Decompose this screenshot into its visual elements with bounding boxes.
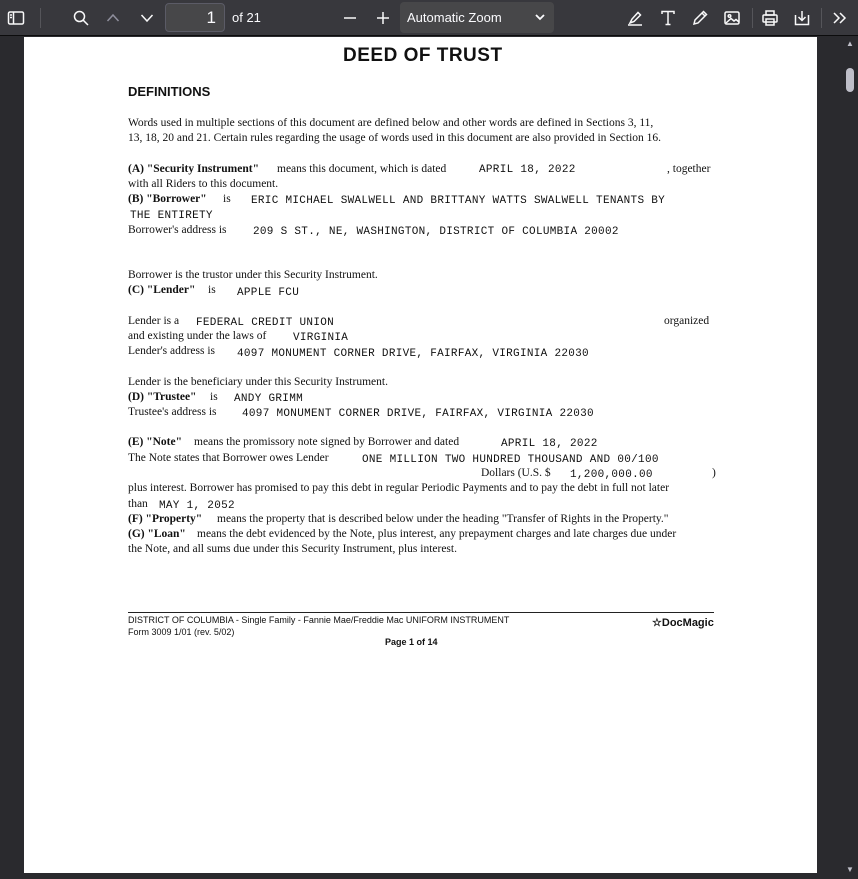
borrower-address: 209 S ST., NE, WASHINGTON, DISTRICT OF COLUMBIA 20002 — [253, 226, 619, 238]
definition-text: Borrower's address is — [128, 224, 227, 236]
definition-text: means the debt evidenced by the Note, plus interest, any prepayment charges and late charges due under — [197, 528, 677, 540]
plus-icon[interactable] — [369, 4, 397, 32]
toolbar-divider — [752, 8, 753, 28]
borrower-name: THE ENTIRETY — [130, 210, 213, 222]
footer-form-number: Form 3009 1/01 (rev. 5/02) — [128, 627, 235, 637]
definition-label: (B) "Borrower" — [128, 193, 207, 205]
definition-text: and existing under the laws of — [128, 330, 267, 342]
chevron-down-icon — [533, 10, 547, 27]
definition-text: , together — [667, 163, 711, 175]
definition-text: is — [210, 391, 218, 403]
zoom-select[interactable] — [400, 2, 554, 33]
definition-text: Lender is the beneficiary under this Security Instrument. — [128, 376, 388, 388]
definition-text: organized — [664, 315, 710, 327]
arrow-up-icon[interactable] — [99, 4, 127, 32]
page-footer-number: Page 1 of 14 — [385, 637, 438, 647]
definition-text: Borrower is the trustor under this Security Instrument. — [128, 269, 378, 281]
definition-text: with all Riders to this document. — [128, 178, 279, 190]
scroll-down-arrow-icon[interactable]: ▼ — [846, 865, 854, 874]
definition-text: Lender is a — [128, 315, 180, 327]
definition-text: The Note states that Borrower owes Lender — [128, 452, 329, 464]
definition-text: means this document, which is dated — [277, 163, 447, 175]
download-icon[interactable] — [788, 4, 816, 32]
definition-label: (A) "Security Instrument" — [128, 163, 259, 175]
maturity-date: MAY 1, 2052 — [159, 500, 235, 512]
lender-address: 4097 MONUMENT CORNER DRIVE, FAIRFAX, VIRGINIA 22030 — [237, 348, 589, 360]
intro-line: 13, 18, 20 and 21. Certain rules regarding the usage of words used in this document are also provided in Section 16. — [128, 132, 662, 144]
page-number-input[interactable] — [165, 3, 225, 32]
trustee-address: 4097 MONUMENT CORNER DRIVE, FAIRFAX, VIRGINIA 22030 — [242, 408, 594, 420]
text-icon[interactable] — [654, 4, 682, 32]
document-date: APRIL 18, 2022 — [479, 164, 576, 176]
star-icon: ☆ — [652, 617, 662, 629]
pen-icon[interactable] — [686, 4, 714, 32]
definition-text: Trustee's address is — [128, 406, 217, 418]
loan-amount-words: ONE MILLION TWO HUNDRED THOUSAND AND 00/100 — [362, 454, 659, 466]
lender-type: FEDERAL CREDIT UNION — [196, 317, 335, 329]
minus-icon[interactable] — [336, 4, 364, 32]
definition-text: ) — [712, 467, 716, 479]
trustee-name: ANDY GRIMM — [234, 393, 304, 405]
definition-text: than — [128, 498, 148, 510]
lender-name: APPLE FCU — [237, 287, 300, 299]
definition-label: (G) "Loan" — [128, 528, 186, 540]
loan-amount: 1,200,000.00 — [570, 469, 653, 481]
highlighter-icon[interactable] — [621, 4, 649, 32]
definition-label: (C) "Lender" — [128, 284, 196, 296]
definition-text: is — [223, 193, 231, 205]
borrower-name: ERIC MICHAEL SWALWELL AND BRITTANY WATTS SWALWELL TENANTS BY — [251, 195, 666, 207]
definition-text: Lender's address is — [128, 345, 216, 357]
document-viewer[interactable] — [0, 37, 842, 879]
footer-form-title: DISTRICT OF COLUMBIA - Single Family - Fannie Mae/Freddie Mac UNIFORM INSTRUMENT — [128, 615, 510, 625]
definition-label: (F) "Property" — [128, 513, 203, 525]
docmagic-logo — [652, 616, 714, 631]
definition-text: means the property that is described below under the heading "Transfer of Rights in the Property." — [217, 513, 669, 525]
definition-text: Dollars (U.S. $ — [481, 467, 551, 479]
toolbar-divider — [821, 8, 822, 28]
printer-icon[interactable] — [756, 4, 784, 32]
document-title: DEED OF TRUST — [343, 45, 503, 66]
zoom-select-value: Automatic Zoom — [407, 10, 502, 25]
note-date: APRIL 18, 2022 — [501, 438, 598, 450]
section-heading: DEFINITIONS — [128, 84, 211, 99]
definition-label: (D) "Trustee" — [128, 391, 197, 403]
intro-line: Words used in multiple sections of this document are defined below and other words are defined in Sections 3, 11, — [128, 117, 654, 129]
docmagic-brand: DocMagic — [661, 617, 714, 629]
scroll-up-arrow-icon[interactable]: ▲ — [846, 39, 854, 48]
vertical-scrollbar[interactable] — [842, 37, 858, 879]
definition-label: (E) "Note" — [128, 436, 182, 448]
scrollbar-thumb[interactable] — [846, 68, 854, 92]
toolbar-divider — [40, 8, 41, 28]
pdf-page — [24, 37, 817, 873]
definition-text: the Note, and all sums due under this Security Instrument, plus interest. — [128, 543, 457, 555]
page-count-label: of 21 — [232, 10, 261, 25]
image-icon[interactable] — [718, 4, 746, 32]
governing-state: VIRGINIA — [293, 332, 349, 344]
double-chevron-right-icon[interactable] — [826, 4, 854, 32]
definition-text: is — [208, 284, 216, 296]
sidebar-toggle-icon[interactable] — [2, 4, 30, 32]
definition-text: plus interest. Borrower has promised to pay this debt in regular Periodic Payments and to pay the debt in full not later — [128, 482, 670, 494]
arrow-down-icon[interactable] — [133, 4, 161, 32]
definition-text: means the promissory note signed by Borrower and dated — [194, 436, 460, 448]
pdf-toolbar — [0, 0, 858, 36]
search-icon[interactable] — [67, 4, 95, 32]
